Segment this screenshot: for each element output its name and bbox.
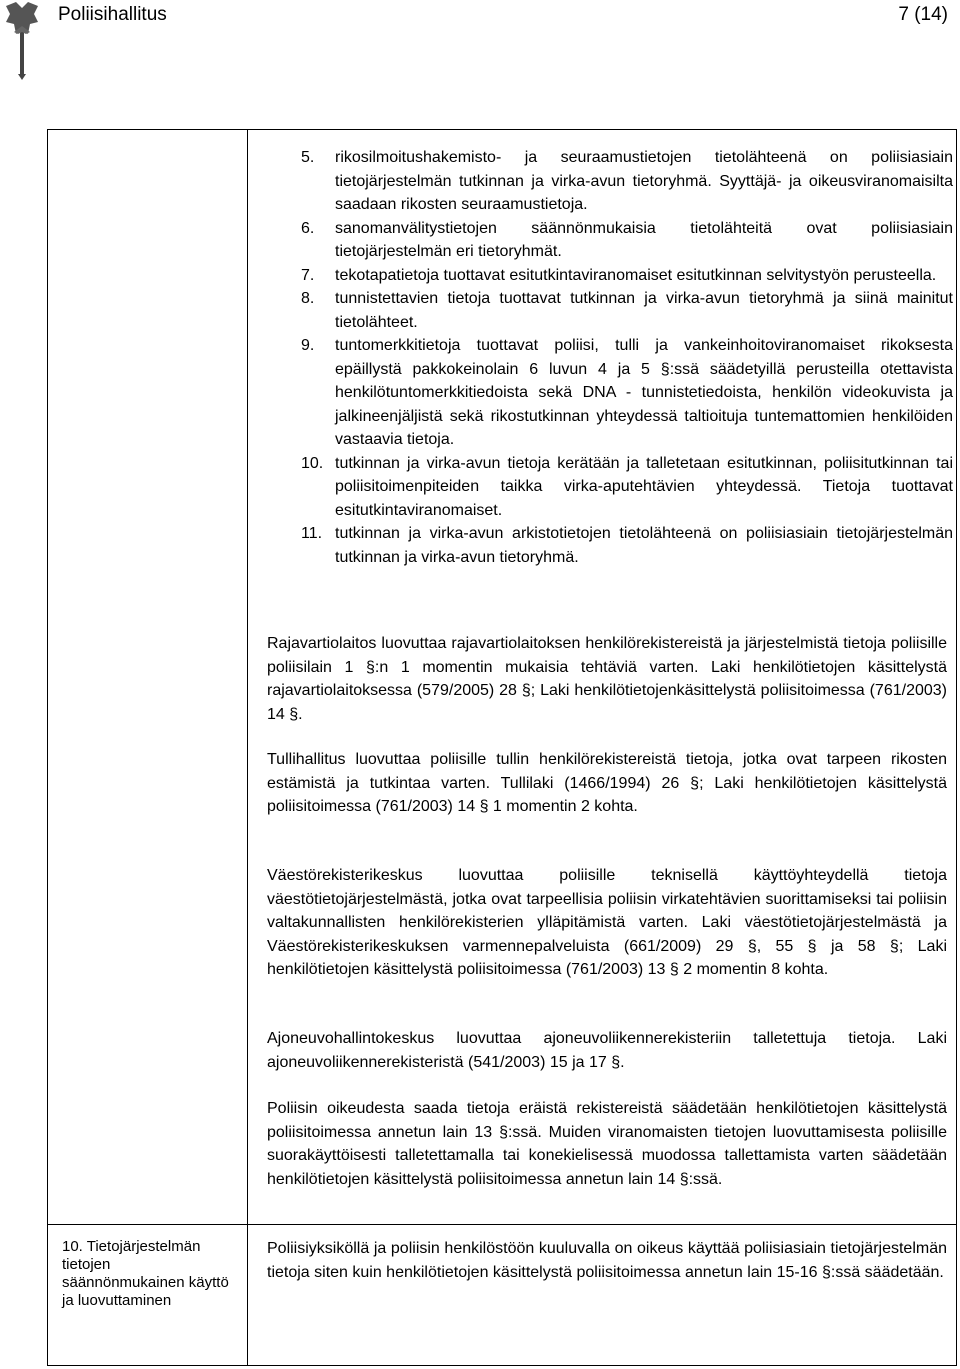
table-right-border — [956, 129, 957, 1366]
paragraph-ajoneuvohallintokeskus: Ajoneuvohallintokeskus luovuttaa ajoneuvoliikennerekisteriin talletettuja tietoja. Laki ajoneuvoliikennerekisteristä (541/2003) 15 ja 17 §. — [267, 1030, 947, 1071]
section-label: 10. Tietojärjestelmän tietojen säännönmukainen käyttö ja luovuttaminen — [62, 1238, 229, 1309]
list-item: 5. rikosilmoitushakemisto- ja seuraamustietojen tietolähteenä on poliisiasiain tietojärjestelmän tutkinnan ja virka-avun tietoryhmä. Syyttäjä- ja oikeusviranomaisilta saadaan rikosten seuraamustietoja. — [301, 149, 953, 213]
list-item: 9. tuntomerkkitietoja tuottavat poliisi, tulli ja vankeinhoitoviranomaiset rikoksesta epäillystä pakkokeinolain 6 luvun 4 ja 5 §:ssä säädetyillä perusteilla otettavista henkilötuntomerkkitiedoista sekä DNA - tunnistetiedoista, henkilön videokuvista ja jalkineenjäljistä sekä rikostutkinnan yhteydessä taltioituja tuntemattomien henkilöiden vastaavia tietoja. — [301, 337, 953, 448]
list-item: 11. tutkinnan ja virka-avun arkistotietojen tietolähteenä on poliisiasiain tietojärjestelmän tutkinnan ja virka-avun tietoryhmä. — [301, 525, 953, 566]
paragraph-oikeus: Poliisin oikeudesta saada tietoja eräistä rekistereistä säädetään henkilötietojen käsittelystä poliisitoimessa annetun lain 13 §:ssä. Muiden viranomaisten tietojen luovuttamisesta poliisille suorakäyttöisesti talletettamalla tai konekielisessä muodossa tallettamista varten säädetään henkilötietojen käsittelystä poliisitoimessa annetun lain 14 §:ssä. — [267, 1100, 947, 1188]
paragraph-rajavartiolaitos: Rajavartiolaitos luovuttaa rajavartiolaitoksen henkilörekistereistä ja järjestelmistä tietoja poliisille poliisilain 1 §:n 1 momentin mukaisia tehtäviä varten. Laki henkilötietojen käsittelystä rajavartiolaitoksessa (579/2005) 28 §; Laki henkilötietojenkäsittelystä poliisitoimessa (761/2003) 14 §. — [267, 635, 947, 723]
list-item: 8. tunnistettavien tietoja tuottavat tutkinnan ja virka-avun tietoryhmä ja siinä mainitut tietolähteet. — [301, 290, 953, 331]
paragraph-poliisiyksikolla: Poliisiyksiköllä ja poliisin henkilöstöön kuuluvalla on oikeus käyttää poliisiasiain tietojärjestelmän tietoja siten kuin henkilötietojen käsittelystä poliisitoimessa annetun lain 15-16 §:ssä säädetään. — [267, 1240, 947, 1281]
police-emblem-icon — [0, 0, 44, 80]
table-divider — [247, 129, 248, 1366]
paragraph-tullihallitus: Tullihallitus luovuttaa poliisille tullin henkilörekistereistä tietoja, jotka ovat tarpeen rikosten estämistä ja tutkintaa varten. Tullilaki (1466/1994) 26 §; Laki henkilötietojen käsittelystä poliisitoimessa (761/2003) 14 § 1 momentin 2 kohta. — [267, 751, 947, 815]
list-item: 7. tekotapatietoja tuottavat esitutkintaviranomaiset esitutkinnan selvitystyön perusteella. — [301, 266, 937, 284]
table-top-border — [47, 129, 957, 130]
table-row-separator — [47, 1224, 957, 1225]
list-item: 10. tutkinnan ja virka-avun tietoja kerätään ja talletetaan esitutkinnan, poliisitutkinnan tai poliisitoimenpiteiden taikka virka-aputehtävien yhteydessä. Tietoja tuottavat esitutkintaviranomaiset. — [301, 454, 953, 519]
table-left-border — [47, 129, 48, 1366]
organization-name: Poliisihallitus — [58, 4, 167, 25]
paragraph-vaestorekisterikeskus: Väestörekisterikeskus luovuttaa poliisille teknisellä käyttöyhteydellä tietoja väestötietojärjestelmästä, jotka ovat tarpeellisia poliisin virkatehtävien suorittamiseksi tai poliisin valtakunnallisten henkilörekisterien ylläpitämistä varten. Laki väestötietojärjestelmästä ja Väestörekisterikeskuksen varmennepalveluista (661/2009) 29 §, 55 § ja 58 §; Laki henkilötietojen käsittelystä poliisitoimessa (761/2003) 13 § 2 momentin 8 kohta. — [267, 867, 947, 978]
page-number: 7 (14) — [898, 4, 948, 25]
list-item: 6. sanomanvälitystietojen säännönmukaisia tietolähteitä ovat poliisiasiain tietojärjestelmän eri tietoryhmät. — [301, 219, 953, 260]
numbered-list — [301, 146, 953, 569]
table-bottom-border — [47, 1365, 957, 1366]
